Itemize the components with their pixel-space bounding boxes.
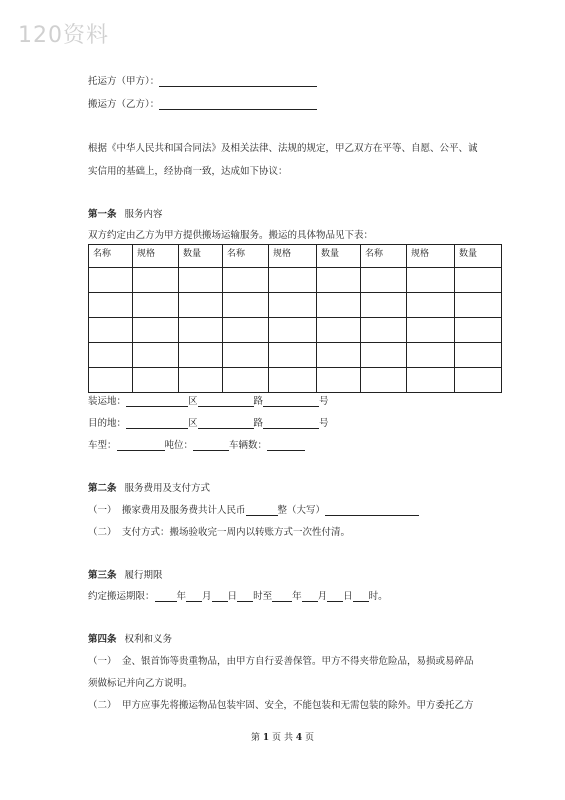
table-row	[89, 318, 502, 343]
item-num: （二）	[88, 527, 117, 538]
car-count-blank[interactable]	[267, 440, 305, 451]
term-label: 约定搬运期限：	[88, 591, 155, 602]
page-suffix: 页	[304, 733, 314, 743]
load-road-blank[interactable]	[263, 396, 319, 407]
article-2-num: 第二条	[88, 483, 117, 494]
col-header: 名称	[361, 245, 407, 268]
items-table-header	[89, 245, 502, 268]
tonnage-label: 吨位：	[164, 440, 194, 451]
col-header: 规格	[407, 245, 455, 268]
hour-label: 时。	[368, 591, 388, 602]
article-3-heading	[88, 567, 163, 581]
to-label: 时至	[253, 591, 273, 602]
start-hour-blank[interactable]	[237, 591, 253, 602]
load-district-blank[interactable]	[198, 396, 254, 407]
start-year-blank[interactable]	[155, 591, 177, 602]
article-2-item-1	[88, 502, 419, 516]
month-label: 月	[202, 591, 212, 602]
page-footer	[0, 730, 565, 743]
article-2-item-2	[88, 524, 350, 538]
article-4-item-1-line-1	[88, 653, 474, 667]
dest-city-blank[interactable]	[126, 418, 188, 429]
shipper-line	[88, 73, 317, 87]
end-day-blank[interactable]	[327, 591, 343, 602]
table-row	[89, 343, 502, 368]
end-hour-blank[interactable]	[353, 591, 369, 602]
page-total: 4	[295, 733, 303, 743]
article-2-heading	[88, 480, 210, 494]
article-1-num: 第一条	[88, 209, 117, 220]
col-header: 数量	[179, 245, 223, 268]
article-4-heading	[88, 631, 172, 645]
road-label: 路	[253, 396, 264, 407]
end-year-blank[interactable]	[272, 591, 292, 602]
dest-road-blank[interactable]	[263, 418, 319, 429]
article-2-title: 服务费用及支付方式	[124, 483, 211, 494]
item-text: 甲方应事先将搬运物品包装牢固、安全，不能包装和无需包装的除外。甲方委托乙方	[122, 700, 474, 711]
load-address-line	[88, 393, 329, 407]
shipper-blank[interactable]	[159, 76, 317, 87]
mover-line	[88, 96, 317, 110]
table-row	[89, 368, 502, 393]
mover-label: 搬运方（乙方）：	[88, 99, 160, 110]
article-4-num: 第四条	[88, 634, 117, 645]
article-4-item-2-line-1	[88, 697, 474, 711]
car-type-blank[interactable]	[117, 440, 165, 451]
article-1-heading	[88, 206, 163, 220]
table-row	[89, 293, 502, 318]
page-prefix: 第	[251, 733, 261, 743]
col-header: 规格	[133, 245, 179, 268]
load-city-blank[interactable]	[126, 396, 188, 407]
table-row	[89, 268, 502, 293]
page-label: 页	[272, 733, 282, 743]
article-1-desc: 双方约定由乙方为甲方提供搬场运输服务。搬运的具体物品见下表：	[88, 230, 374, 241]
term-line	[88, 588, 388, 602]
dest-address-line	[88, 415, 329, 429]
start-month-blank[interactable]	[186, 591, 202, 602]
page-current: 1	[262, 733, 270, 743]
col-header: 数量	[455, 245, 502, 268]
day-label: 日	[343, 591, 353, 602]
article-1-title: 服务内容	[124, 209, 163, 220]
day-label: 日	[227, 591, 238, 602]
number-label: 号	[319, 396, 329, 407]
page-total-label: 共	[283, 733, 293, 743]
number-label: 号	[319, 418, 329, 429]
article-4-title: 权利和义务	[124, 634, 173, 645]
items-table	[88, 244, 502, 393]
year-label: 年	[176, 591, 187, 602]
dest-label: 目的地：	[88, 418, 127, 429]
vehicle-line	[88, 437, 305, 451]
article-4-item-1-line-2: 须做标记并向乙方说明。	[88, 678, 193, 689]
month-label: 月	[317, 591, 328, 602]
col-header: 数量	[317, 245, 361, 268]
start-day-blank[interactable]	[212, 591, 228, 602]
fee-text: 搬家费用及服务费共计人民币	[122, 505, 246, 516]
col-header: 名称	[89, 245, 133, 268]
fee-amount-blank[interactable]	[246, 505, 278, 516]
article-3-title: 履行期限	[124, 570, 163, 581]
end-month-blank[interactable]	[302, 591, 318, 602]
district-label: 区	[188, 418, 198, 429]
district-label: 区	[188, 396, 198, 407]
article-3-num: 第三条	[88, 570, 117, 581]
road-label: 路	[253, 418, 264, 429]
col-header: 规格	[269, 245, 317, 268]
dest-district-blank[interactable]	[198, 418, 254, 429]
item-num: （二）	[88, 700, 117, 711]
payment-text: 支付方式：搬场验收完一周内以转账方式一次性付清。	[122, 527, 351, 538]
item-num: （一）	[88, 505, 117, 516]
item-num: （一）	[88, 656, 117, 667]
year-label: 年	[292, 591, 302, 602]
shipper-label: 托运方（甲方）：	[88, 76, 160, 87]
fee-caps-label: 整（大写）	[277, 505, 326, 516]
item-text: 金、银首饰等贵重物品，由甲方自行妥善保管。甲方不得夹带危险品，易损或易碎品	[122, 656, 474, 667]
fee-caps-blank[interactable]	[325, 505, 419, 516]
mover-blank[interactable]	[159, 99, 317, 110]
tonnage-blank[interactable]	[193, 440, 229, 451]
watermark-logo: 120资料	[18, 23, 109, 48]
load-label: 装运地：	[88, 396, 127, 407]
car-count-label: 车辆数：	[229, 440, 268, 451]
intro-line-1: 根据《中华人民共和国合同法》及相关法律、法规的规定，甲乙双方在平等、自愿、公平、诚	[88, 143, 478, 154]
intro-line-2: 实信用的基础上，经协商一致，达成如下协议：	[88, 166, 288, 177]
car-type-label: 车型：	[88, 440, 117, 451]
col-header: 名称	[223, 245, 269, 268]
